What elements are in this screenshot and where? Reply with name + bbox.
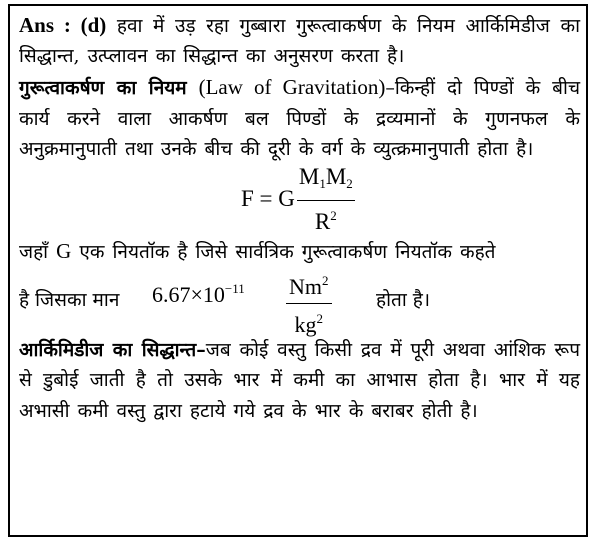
constant-value: $6.67\times 10^{-11}$ (152, 281, 245, 308)
value-prefix: है जिसका मान (19, 289, 120, 312)
formula-numerator: $M_1M_2$ (297, 164, 355, 201)
gravitational-constant-symbol: G (56, 239, 72, 264)
gravitation-text: –किन्हीं दो पिण्डों के बीच कार्य करने वाला आकर्षण बल पिण्डों के द्रव्यमानों के गुणनफल के अनुक्रमानुपाती तथा उनके बीच की दूरी के वर्ग के व्युत्क्रमानुपाती होता है। (19, 77, 581, 160)
formula-fraction (297, 164, 355, 235)
value-suffix: होता है। (376, 289, 431, 312)
constant-line: जहाँ G एक नियतॉक है जिसे सार्वत्रिक गुरूत्वाकर्षण नियतॉक कहते (19, 239, 496, 264)
answer-paragraph (19, 10, 580, 71)
unit-denominator: $kg^2$ (294, 311, 323, 338)
answer-text: हवा में उड़ रहा गुब्बारा गुरूत्वाकर्षण के नियम आर्किमिडीज का सिद्धान्त, उत्प्लावन का सिद्धान्त का अनुसरण करता है। (19, 15, 580, 68)
archimedes-text: जब कोई वस्तु किसी द्रव में पूरी अथवा आंशिक रूप से डुबोई जाती है तो उसके भार में कमी का आभास होता है। भार में यह अभासी कमी वस्तु द्वारा हटाये गये द्रव के भार के बराबर होती है। (19, 339, 580, 422)
answer-box (8, 4, 588, 537)
constant-value-line (19, 267, 580, 338)
formula-denominator: $R^2$ (314, 207, 337, 234)
unit-numerator: Nm$^2$ (286, 267, 332, 304)
gravitation-english-term: (Law of Gravitation) (198, 75, 386, 100)
gravitation-formula (19, 164, 580, 236)
constant-unit-fraction (286, 267, 332, 340)
formula-lhs: F = G (241, 186, 295, 212)
archimedes-paragraph (19, 335, 580, 426)
answer-label: Ans : (d) (19, 13, 107, 37)
gravitation-heading: गुरूत्वाकर्षण का नियम (19, 77, 187, 100)
archimedes-heading: आर्किमिडीज का सिद्धान्त– (19, 339, 206, 362)
gravitation-paragraph (19, 72, 580, 164)
